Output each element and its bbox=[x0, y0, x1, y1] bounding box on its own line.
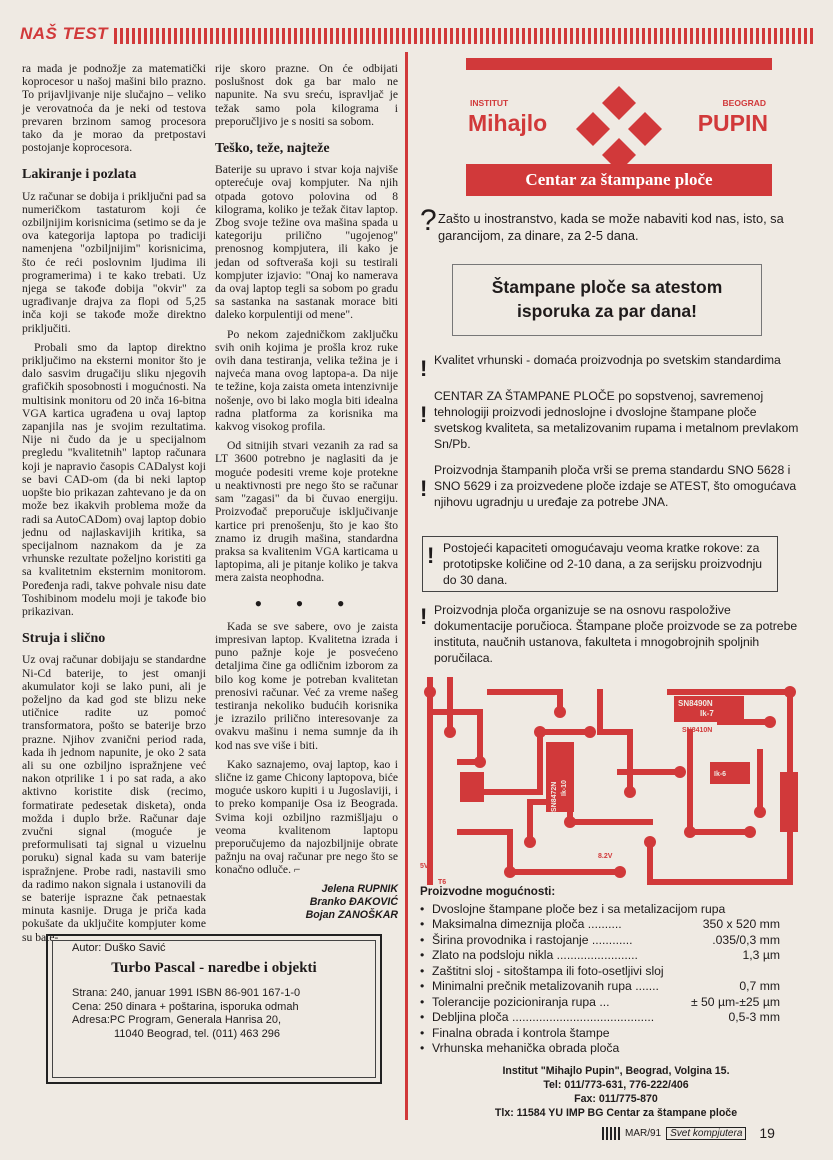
list-item: • Minimalni prečnik metalizovanih rupa ....... 0,7 mm bbox=[420, 979, 780, 995]
ad-point-boxed bbox=[422, 536, 778, 592]
pcb-label: SN8410N bbox=[682, 727, 713, 734]
pcb-label: T6 bbox=[438, 879, 447, 886]
exclamation-icon: ! bbox=[420, 604, 428, 629]
pcb-label: Ik-6 bbox=[714, 771, 727, 778]
book-pages: Strana: 240, januar 1991 ISBN 86-901 167-1-0 bbox=[72, 987, 301, 999]
list-item: • Dvoslojne štampane ploče bez i sa metalizacijom rupa bbox=[420, 902, 780, 918]
ad-point-text: Proizvodnja štampanih ploča vrši se prema standardu SNO 5628 i SNO 5629 i za proizvedene ploče izdaje se ATEST, što omogućava njihovu ugradnju u uređaje za potrebe JNA. bbox=[434, 463, 797, 509]
exclamation-icon: ! bbox=[420, 476, 428, 501]
institute-address bbox=[466, 1064, 766, 1120]
paragraph: Probali smo da laptop direktno priključimo na eksterni monitor što je dalo sasvim drugačiju sliku njegovih grafičkih sposobnosti i mogućnosti. Na multisink monitoru od 20 inča 16-bitna VGA kartica ugrađena u ovaj laptop zapanjila nas je svojim rezultatima. Nije ni čudo da je u specijalnom pregledu "kvalitetnih" laptop računara koji je napravio časopis CADalyst koji se bavi CAD-om (da bi neki laptop uopšte bio prikazan zahtevano je da on može bez ikakvih problema može da radi sa AutoCADom) ovaj laptop dobio jednu od najlaskavijih kritika, sa specijalnom naznakom da je za vrhunske rezultate poželjno koristiti ga sa kvalitetnim eksternim monitorom. Poređenja radi, takve pohvale nisu date Toshibinom modelu moji je takođe bio prikazivan. bbox=[22, 340, 206, 618]
subheading-tesko: Teško, teže, najteže bbox=[215, 141, 330, 157]
pupin-advertisement bbox=[414, 52, 814, 1132]
page-number: 19 bbox=[759, 1125, 775, 1141]
logo-name-pupin: PUPIN bbox=[697, 110, 768, 136]
list-item: • Debljina ploča .......................................... 0,5-3 mm bbox=[420, 1010, 780, 1026]
book-price: Cena: 250 dinara + poštarina, isporuka odmah bbox=[72, 1000, 299, 1013]
address-line: Institut "Mihajlo Pupin", Beograd, Volgina 15. bbox=[502, 1065, 730, 1077]
pcb-label: Ik-7 bbox=[700, 709, 714, 718]
paragraph: Kada se sve sabere, ovo je zaista impresivan laptop. Kvalitetna izrada i puno pažnje koje je posvećeno detaljima čine ga odličnim izborom za bilo kog kome je potreban kvalitetan prenosivi računar. Već za vreme našeg testiranja nekoliko budućih korisnika je izrazilo prilično interesovanje za ovakvu mašinu i nema sumnje da ih kod nas sve više i biti. bbox=[215, 619, 398, 752]
author-name: Bojan ZANOŠKAR bbox=[305, 908, 398, 921]
pcb-label: SN8490N bbox=[678, 699, 713, 708]
subheading-lakiranje: Lakiranje i pozlata bbox=[22, 167, 137, 183]
article-column-2 bbox=[215, 62, 398, 922]
paragraph: Baterije su upravo i stvar koja najviše opterećuje ovaj kompjuter. Na njih otpada gotovo polovina od 8 kilograma, koliko je težak čitav laptop. Zbog svoje težine ova mašina spada u kategoriju prilično "ugojenog" prenosnog kompjutera, ili kako je jedan od softveraša koji su testirali kompjuter izjavio: "Onaj ko namerava da ovaj laptop tegli sa sobom po gradu sa sastanka na sastanak morace biti daleko korpulentiji od mene". bbox=[215, 163, 398, 322]
ad-point-text: Postojeći kapaciteti omogućavaju veoma kratke rokove: za prototipske količine od 2-10 dana, a za serijsku proizvodnju do 30 dana. bbox=[443, 541, 763, 587]
paragraph: rije skoro prazne. On će odbijati poslušnost dok ga bar malo ne napunite. Na svu sreću, ispravljač je težak samo pola kilograma i preporučljivo je s nositi sa sobom. bbox=[215, 62, 398, 128]
ad-point bbox=[420, 388, 802, 452]
production-capabilities bbox=[420, 884, 780, 1057]
ad-headline-line-2: isporuka za par dana! bbox=[517, 301, 697, 321]
book-address: Adresa:PC Program, Generala Hanrisa 20, bbox=[72, 1014, 282, 1026]
author-name: Jelena RUPNIK bbox=[321, 882, 398, 895]
question-text: Zašto u inostranstvo, kada se može nabaviti kod nas, isto, sa garancijom, za dinare, za 2-5 dana. bbox=[438, 211, 784, 243]
book-title: Turbo Pascal - naredbe i objekti bbox=[111, 959, 317, 976]
specs-title: Proizvodne mogućnosti: bbox=[420, 885, 556, 898]
list-item: • Zlato na podsloju nikla ........................ 1,3 µm bbox=[420, 948, 780, 964]
issue-date: MAR/91 bbox=[625, 1127, 662, 1139]
ad-question bbox=[420, 204, 810, 244]
list-item: • Maksimalna dimeznija ploča .......... 350 x 520 mm bbox=[420, 917, 780, 933]
pupin-logo bbox=[466, 58, 772, 168]
specs-list bbox=[420, 902, 780, 1057]
exclamation-icon: ! bbox=[420, 402, 428, 427]
magazine-name: Svet kompjutera bbox=[666, 1127, 746, 1140]
paragraph: Uz ovaj računar dobijaju se standardne Ni-Cd baterije, to jest omanji akumulator koji se lako puni, ali je poželjno da kad god ste blizu neke utičnice radite uz pomoć transformatora, pošto se baterije brzo prazne. Njihov zvanični period rada, kada ih jednom napunite, je oko 2 sata ali su one ozbiljno ispražnjene već nakon otprilike 1 i po sat rada, a ako aktivno koristite disk (recimo, formatirate pedesetak disketa), onda možda i duplo brže. Računar daje zvučni signal (moguće je preformulisati taj signal u vizuelnu poruku) signal kada su vam baterije ispražnjene. Probe radi, nastavili smo da radimo nakon signala i ustanovili da se baterije isprazne čak petnaestak minuta kasnije. Druga je priča kada pokušate da uključite kompjuter kome su bate- bbox=[22, 653, 206, 944]
book-address-city: 11040 Beograd, tel. (011) 463 296 bbox=[114, 1027, 280, 1040]
ad-headline-line-1: Štampane ploče sa atestom bbox=[491, 277, 723, 297]
pcb-label: SN8472N bbox=[551, 781, 558, 812]
ad-point bbox=[420, 352, 802, 381]
section-title: NAŠ TEST bbox=[20, 24, 109, 43]
list-item: • Širina provodnika i rastojanje ............ .035/0,3 mm bbox=[420, 933, 780, 949]
book-author: Autor: Duško Savić bbox=[72, 942, 166, 954]
list-item: • Tolerancije pozicioniranja rupa ... ± 50 µm-±25 µm bbox=[420, 995, 780, 1011]
pcb-label: 8.2V bbox=[598, 853, 613, 860]
footer-stripes bbox=[602, 1127, 620, 1140]
phone-line: Tel: 011/773-631, 776-222/406 bbox=[543, 1079, 689, 1091]
exclamation-icon: ! bbox=[420, 356, 428, 381]
paragraph: Uz računar se dobija i priključni pad sa numeričkom tastaturom koji će ozbiljnijim korisnicima (setimo se da je ova kategorija laptopa po tradiciji namenjena "ozbiljnijim" korisnicima, što će reći poslovnim ljudima ili programerima) i te kako trebati. Uz njega se takođe dobija "okvir" za ugrađivanje drajva za flopi od 5,25 inča koji se takođe može direktno priključiti. bbox=[22, 189, 206, 335]
page-footer bbox=[602, 1125, 775, 1141]
ad-point-text: Kvalitet vrhunski - domaća proizvodnja po svetskim standardima bbox=[434, 353, 781, 367]
ad-headline-frame bbox=[452, 264, 762, 336]
paragraph: Kako saznajemo, ovaj laptop, kao i slične iz game Chicony laptopova, biće moguće uskoro kupiti i u Jugoslaviji, i to preko kompanije Osa iz Beograda. Svima koji ozbiljno razmišljaju o veoma kvalitenom laptopu preporučujemo da najozbiljnije obrate pažnju na ovaj računar pre nego što se konačno odluče. ⌐ bbox=[215, 757, 398, 877]
column-divider bbox=[405, 52, 408, 1120]
book-ad-box bbox=[46, 934, 382, 1084]
page-header bbox=[14, 18, 814, 48]
paragraph: ra mada je podnožje za matematički koprocesor u našoj mašini bilo prazno. To prijavljivanje nije slučajno – veliko je verovatnoća da je neki od testova prevaren brzinom samog procesora tako da je morao da pretpostavi postojanje koprocesora. bbox=[22, 62, 206, 155]
paragraph: Od sitnijih stvari vezanih za rad sa LT 3600 potrebno je naglasiti da je moguće podesiti vreme koje protekne u neaktivnosti pre nego što se računar sam "zagasi" da bi čuvao energiju. Proizvođač preporučuje isključivanje kartice pri prenošenju, što je kao što znamo iz drugih mašina, standardna praksa sa kvalitenim VGA karticama u laptopima, ali je pitanje koliko je takva mera zaista neophodna. bbox=[215, 439, 398, 585]
logo-name-mihajlo: Mihajlo bbox=[468, 110, 548, 136]
pcb-label: Ik-10 bbox=[561, 780, 568, 796]
section-separator-dots: • • • bbox=[254, 590, 359, 616]
ad-point bbox=[420, 462, 802, 510]
author-name: Branko ĐAKOVIĆ bbox=[309, 895, 398, 908]
article-column-1 bbox=[22, 62, 206, 950]
ad-point bbox=[420, 602, 802, 666]
list-item: • Zaštitni sloj - sitoštampa ili foto-osetljivi sloj bbox=[420, 964, 780, 980]
ad-point-text: CENTAR ZA ŠTAMPANE PLOČE po sopstvenoj, savremenoj tehnologiji proizvodi jednoslojne i dvoslojne štampane ploče svetskog kvaliteta, sa metalizovanim rupama i metalnom prevlakom Sn/Pb. bbox=[434, 389, 799, 451]
logo-diamond-icon bbox=[576, 84, 662, 174]
pcb-label: 5V bbox=[420, 863, 429, 870]
ad-headline bbox=[453, 275, 761, 323]
paragraph: Po nekom zajedničkom zaključku svih onih kojima je prošla kroz ruke ovih dana testiranja, velika težina je i najveća mana ovog laptopa-a. Da nije te težine, koja zaista ometa intenzivnije nošenje, ovo bi lako mogla biti idealna radna platforma za korisnika ma kakvog visokog profila. bbox=[215, 327, 398, 434]
header-stripe-bar bbox=[114, 28, 814, 44]
exclamation-icon: ! bbox=[427, 543, 435, 568]
list-item: • Vrhunska mehanička obrada ploča bbox=[420, 1041, 780, 1057]
list-item: • Finalna obrada i kontrola štampe bbox=[420, 1026, 780, 1042]
logo-institut-label: INSTITUT bbox=[470, 98, 509, 108]
subheading-struja: Struja i slično bbox=[22, 631, 106, 647]
ad-point-text: Proizvodnja ploča organizuje se na osnovu raspoložive dokumentacije poručioca. Štampane ploče proizvode se za potrebe instituta, naučnih ustanova, fakulteta i mnogobrojnih spoljnih poručilaca. bbox=[434, 603, 798, 665]
fax-line: Fax: 011/775-870 bbox=[574, 1093, 658, 1105]
telex-line: Tlx: 11584 YU IMP BG Centar za štampane ploče bbox=[494, 1107, 738, 1119]
logo-beograd-label: BEOGRAD bbox=[722, 98, 766, 108]
question-mark-icon: ? bbox=[420, 204, 437, 237]
author-credits bbox=[215, 883, 398, 922]
pcb-layout-illustration bbox=[420, 672, 800, 892]
ad-banner: Centar za štampane ploče bbox=[466, 164, 772, 196]
